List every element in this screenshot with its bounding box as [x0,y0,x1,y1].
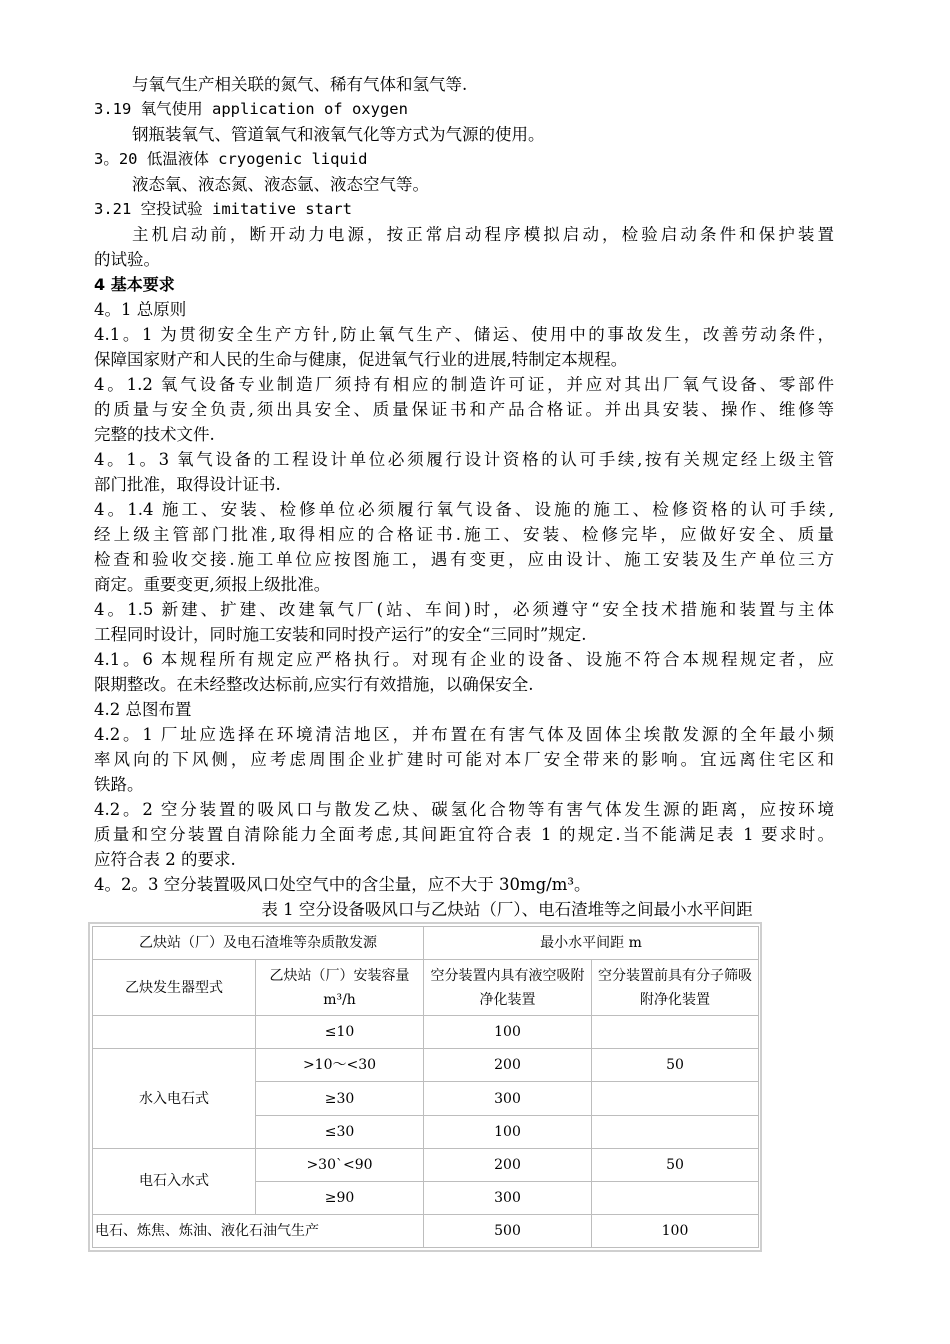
table-cell-capacity: ≥30 [256,1082,424,1115]
text-line: 液态氧、液态氮、液态氩、液态空气等。 [132,175,429,194]
text-line: 4。1.5 新建、扩建、改建氧气厂(站、车间)时，必须遵守“安全技术措施和装置与主体 [94,600,834,619]
text-line: 商定。重要变更,须报上级批准。 [94,575,331,594]
table-cell-capacity: ≤30 [256,1115,424,1148]
table-cell-liquid: 200 [424,1148,592,1181]
table-cell-liquid: 100 [424,1115,592,1148]
table-cell-liquid: 300 [424,1082,592,1115]
text-line: 的试验。 [94,250,160,269]
table-cell-sieve [592,1016,759,1049]
text-line: 4。1.2 氧气设备专业制造厂须持有相应的制造许可证，并应对其出厂氧气设备、零部件 [94,375,834,394]
text-line: 应符合表 2 的要求. [94,850,236,869]
text-line: 4。1.4 施工、安装、检修单位必须履行氧气设备、设施的施工、检修资格的认可手续, [94,500,834,519]
table-cell-sieve [592,1115,759,1148]
table-header-distance: 最小水平间距 m [424,927,759,960]
text-line: 钢瓶装氧气、管道氧气和液氧气化等方式为气源的使用。 [132,125,545,144]
text-line: 的质量与安全负责,须出具安全、质量保证书和产品合格证。并出具安装、操作、维修等 [94,400,834,419]
table-header-sieve: 空分装置前具有分子筛吸附净化装置 [592,960,759,1016]
table-cell-liquid: 100 [424,1016,592,1049]
text-line: 质量和空分装置自清除能力全面考虑,其间距宜符合表 1 的规定.当不能满足表 1 要求时。 [94,825,834,844]
text-line: 4.1。6 本规程所有规定应严格执行。对现有企业的设备、设施不符合本规程规定者，应 [94,650,834,669]
table-header-type: 乙炔发生器型式 [93,960,256,1016]
table-group-water: 水入电石式 [93,1049,256,1148]
table-cell-sieve [592,1082,759,1115]
text-line: 4.2。1 厂址应选择在环境清洁地区，并布置在有害气体及固体尘埃散发源的全年最小频 [94,725,834,744]
table-cell-liquid: 500 [424,1214,592,1247]
text-line: 4.2。2 空分装置的吸风口与散发乙炔、碳氢化合物等有害气体发生源的距离，应按环境 [94,800,834,819]
definition-heading: 3。20 低温液体 cryogenic liquid [94,150,368,168]
text-line: 完整的技术文件. [94,425,215,444]
table-header-capacity [256,960,424,1016]
text-line: 主机启动前，断开动力电源，按正常启动程序模拟启动，检验启动条件和保护装置 [132,225,834,244]
table-cell-capacity: >10～<30 [256,1049,424,1082]
subsection-heading: 4。1 总原则 [94,300,187,319]
definition-heading: 3.19 氧气使用 application of oxygen [94,100,408,118]
text-line: 部门批准，取得设计证书. [94,475,281,494]
text-line: 保障国家财产和人民的生命与健康，促进氧气行业的进展,特制定本规程。 [94,350,628,369]
table-cell-capacity: ≥90 [256,1181,424,1214]
distance-table [88,922,762,1252]
text-line: 4.1。1 为贯彻安全生产方针,防止氧气生产、储运、使用中的事故发生，改善劳动条件， [94,325,834,344]
table-header-liquid: 空分装置内具有液空吸附净化装置 [424,960,592,1016]
capacity-label: 乙炔站（厂）安装容量 [269,967,410,984]
table-cell-capacity: >30`<90 [256,1148,424,1181]
table-header-source: 乙炔站（厂）及电石渣堆等杂质散发源 [93,927,424,960]
document-body [94,72,834,922]
table-cell-liquid: 300 [424,1181,592,1214]
section-heading: 4 基本要求 [94,275,175,294]
table-caption: 表 1 空分设备吸风口与乙炔站（厂）、电石渣堆等之间最小水平间距 [261,900,753,919]
subsection-heading: 4.2 总图布置 [94,700,192,719]
text-line: 检查和验收交接.施工单位应按图施工，遇有变更，应由设计、施工安装及生产单位三方 [94,550,834,569]
text-line: 与氧气生产相关联的氮气、稀有气体和氢气等. [132,75,468,94]
table-cell-sieve: 50 [592,1148,759,1181]
table-group-carbide: 电石入水式 [93,1148,256,1214]
text-line: 4。2。3 空分装置吸风口处空气中的含尘量，应不大于 30mg/m³。 [94,875,591,894]
text-line: 经上级主管部门批准,取得相应的合格证书.施工、安装、检修完毕，应做好安全、质量 [94,525,834,544]
table-cell-sieve: 50 [592,1049,759,1082]
definition-heading: 3.21 空投试验 imitative start [94,200,352,218]
text-line: 率风向的下风侧，应考虑周围企业扩建时可能对本厂安全带来的影响。宜远离住宅区和 [94,750,834,769]
text-line: 工程同时设计，同时施工安装和同时投产运行”的安全“三同时”规定. [94,625,587,644]
text-line: 限期整改。在未经整改达标前,应实行有效措施，以确保安全. [94,675,534,694]
text-line: 铁路。 [94,775,144,794]
table-cell-liquid: 200 [424,1049,592,1082]
table-cell-source: 电石、炼焦、炼油、液化石油气生产 [93,1214,424,1247]
text-line: 4。1。3 氧气设备的工程设计单位必须履行设计资格的认可手续,按有关规定经上级主管 [94,450,834,469]
table-cell [93,1016,256,1049]
table-cell-sieve: 100 [592,1214,759,1247]
capacity-unit: m³/h [323,991,356,1008]
table-cell-capacity: ≤10 [256,1016,424,1049]
table-cell-sieve [592,1181,759,1214]
